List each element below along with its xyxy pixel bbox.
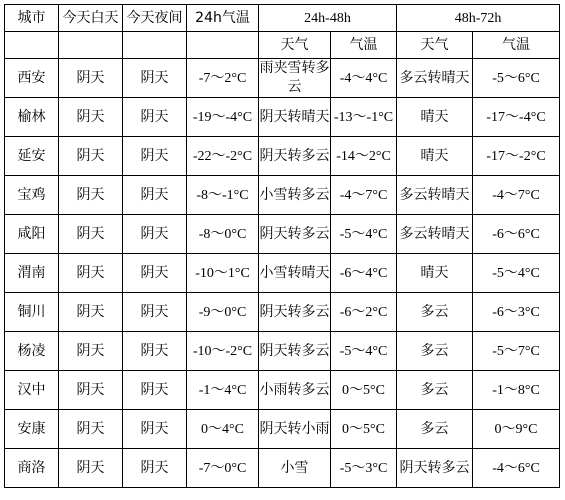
- header-empty-cell: [123, 32, 187, 59]
- temp-24h-cell: -10～-2°C: [187, 332, 259, 371]
- city-cell: 渭南: [5, 254, 59, 293]
- night-weather-cell: 阴天: [123, 449, 187, 488]
- temp-24h-cell: -10～1°C: [187, 254, 259, 293]
- table-row: [5, 293, 560, 332]
- day-weather-cell: 阴天: [59, 98, 123, 137]
- temp-48h-cell: -5～4°C: [331, 332, 397, 371]
- night-weather-cell: 阴天: [123, 137, 187, 176]
- city-cell: 榆林: [5, 98, 59, 137]
- weather-48h-cell: 阴天转多云: [259, 332, 331, 371]
- header-temp-48: 气温: [331, 32, 397, 59]
- temp-48h-cell: -6～4°C: [331, 254, 397, 293]
- temp-72h-cell: -5～4°C: [473, 254, 560, 293]
- weather-48h-cell: 阴天转小雨: [259, 410, 331, 449]
- temp-72h-cell: -6～3°C: [473, 293, 560, 332]
- night-weather-cell: 阴天: [123, 215, 187, 254]
- temp-24h-cell: -19～-4°C: [187, 98, 259, 137]
- weather-forecast-document: [4, 4, 560, 488]
- temp-48h-cell: -5～4°C: [331, 215, 397, 254]
- table-row: [5, 98, 560, 137]
- header-weather-48: 天气: [259, 32, 331, 59]
- temp-24h-cell: 0～4°C: [187, 410, 259, 449]
- temp-24h-cell: -22～-2°C: [187, 137, 259, 176]
- temp-72h-cell: -6～6°C: [473, 215, 560, 254]
- weather-48h-cell: 小雪: [259, 449, 331, 488]
- weather-72h-cell: 晴天: [397, 98, 473, 137]
- header-day: 今天白天: [59, 5, 123, 32]
- header-empty-cell: [59, 32, 123, 59]
- night-weather-cell: 阴天: [123, 59, 187, 98]
- weather-48h-cell: 阴天转多云: [259, 137, 331, 176]
- header-empty-cell: [187, 32, 259, 59]
- header-row-1: [5, 5, 560, 32]
- header-empty-cell: [5, 32, 59, 59]
- weather-72h-cell: 多云转晴天: [397, 176, 473, 215]
- weather-48h-cell: 小雪转多云: [259, 176, 331, 215]
- temp-72h-cell: -17～-4°C: [473, 98, 560, 137]
- weather-72h-cell: 多云转晴天: [397, 215, 473, 254]
- day-weather-cell: 阴天: [59, 254, 123, 293]
- weather-72h-cell: 晴天: [397, 254, 473, 293]
- header-weather-72: 天气: [397, 32, 473, 59]
- weather-48h-cell: 小雪转晴天: [259, 254, 331, 293]
- header-range-24-48: 24h-48h: [259, 5, 397, 32]
- day-weather-cell: 阴天: [59, 176, 123, 215]
- temp-48h-cell: -4～7°C: [331, 176, 397, 215]
- city-cell: 咸阳: [5, 215, 59, 254]
- header-night: 今天夜间: [123, 5, 187, 32]
- temp-48h-cell: -6～2°C: [331, 293, 397, 332]
- day-weather-cell: 阴天: [59, 215, 123, 254]
- temp-72h-cell: -17～-2°C: [473, 137, 560, 176]
- header-temp24: 24h气温: [187, 5, 259, 32]
- city-cell: 商洛: [5, 449, 59, 488]
- weather-forecast-table: [4, 4, 560, 488]
- weather-48h-cell: 阴天转多云: [259, 293, 331, 332]
- table-row: [5, 215, 560, 254]
- temp-48h-cell: -5～3°C: [331, 449, 397, 488]
- temp-72h-cell: -4～7°C: [473, 176, 560, 215]
- temp-72h-cell: -5～7°C: [473, 332, 560, 371]
- night-weather-cell: 阴天: [123, 410, 187, 449]
- day-weather-cell: 阴天: [59, 137, 123, 176]
- table-row: [5, 410, 560, 449]
- header-range-48-72: 48h-72h: [397, 5, 560, 32]
- temp-24h-cell: -9～0°C: [187, 293, 259, 332]
- night-weather-cell: 阴天: [123, 293, 187, 332]
- weather-72h-cell: 多云: [397, 410, 473, 449]
- night-weather-cell: 阴天: [123, 332, 187, 371]
- header-temp-72: 气温: [473, 32, 560, 59]
- city-cell: 安康: [5, 410, 59, 449]
- day-weather-cell: 阴天: [59, 332, 123, 371]
- table-row: [5, 449, 560, 488]
- temp-24h-cell: -7～2°C: [187, 59, 259, 98]
- weather-48h-cell: 阴天转晴天: [259, 98, 331, 137]
- day-weather-cell: 阴天: [59, 59, 123, 98]
- temp-72h-cell: -5～6°C: [473, 59, 560, 98]
- temp-72h-cell: -4～6°C: [473, 449, 560, 488]
- temp-72h-cell: 0～9°C: [473, 410, 560, 449]
- weather-72h-cell: 多云: [397, 371, 473, 410]
- city-cell: 铜川: [5, 293, 59, 332]
- day-weather-cell: 阴天: [59, 449, 123, 488]
- city-cell: 延安: [5, 137, 59, 176]
- city-cell: 西安: [5, 59, 59, 98]
- temp-48h-cell: -13～-1°C: [331, 98, 397, 137]
- temp-24h-cell: -1～4°C: [187, 371, 259, 410]
- night-weather-cell: 阴天: [123, 254, 187, 293]
- temp-48h-cell: -14～2°C: [331, 137, 397, 176]
- weather-72h-cell: 晴天: [397, 137, 473, 176]
- weather-72h-cell: 多云转晴天: [397, 59, 473, 98]
- table-row: [5, 176, 560, 215]
- day-weather-cell: 阴天: [59, 410, 123, 449]
- temp-48h-cell: 0～5°C: [331, 371, 397, 410]
- header-row-2: [5, 32, 560, 59]
- temp-48h-cell: 0～5°C: [331, 410, 397, 449]
- temp-24h-cell: -7～0°C: [187, 449, 259, 488]
- table-row: [5, 371, 560, 410]
- weather-72h-cell: 阴天转多云: [397, 449, 473, 488]
- day-weather-cell: 阴天: [59, 293, 123, 332]
- day-weather-cell: 阴天: [59, 371, 123, 410]
- city-cell: 杨凌: [5, 332, 59, 371]
- table-row: [5, 332, 560, 371]
- weather-48h-cell: 阴天转多云: [259, 215, 331, 254]
- city-cell: 汉中: [5, 371, 59, 410]
- weather-48h-cell: 雨夹雪转多云: [259, 59, 331, 98]
- weather-72h-cell: 多云: [397, 293, 473, 332]
- table-row: [5, 254, 560, 293]
- temp-48h-cell: -4～4°C: [331, 59, 397, 98]
- temp-24h-cell: -8～0°C: [187, 215, 259, 254]
- temp-24h-cell: -8～-1°C: [187, 176, 259, 215]
- weather-72h-cell: 多云: [397, 332, 473, 371]
- night-weather-cell: 阴天: [123, 371, 187, 410]
- weather-48h-cell: 小雨转多云: [259, 371, 331, 410]
- table-row: [5, 59, 560, 98]
- city-cell: 宝鸡: [5, 176, 59, 215]
- night-weather-cell: 阴天: [123, 98, 187, 137]
- night-weather-cell: 阴天: [123, 176, 187, 215]
- header-city: 城市: [5, 5, 59, 32]
- temp-72h-cell: -1～8°C: [473, 371, 560, 410]
- table-row: [5, 137, 560, 176]
